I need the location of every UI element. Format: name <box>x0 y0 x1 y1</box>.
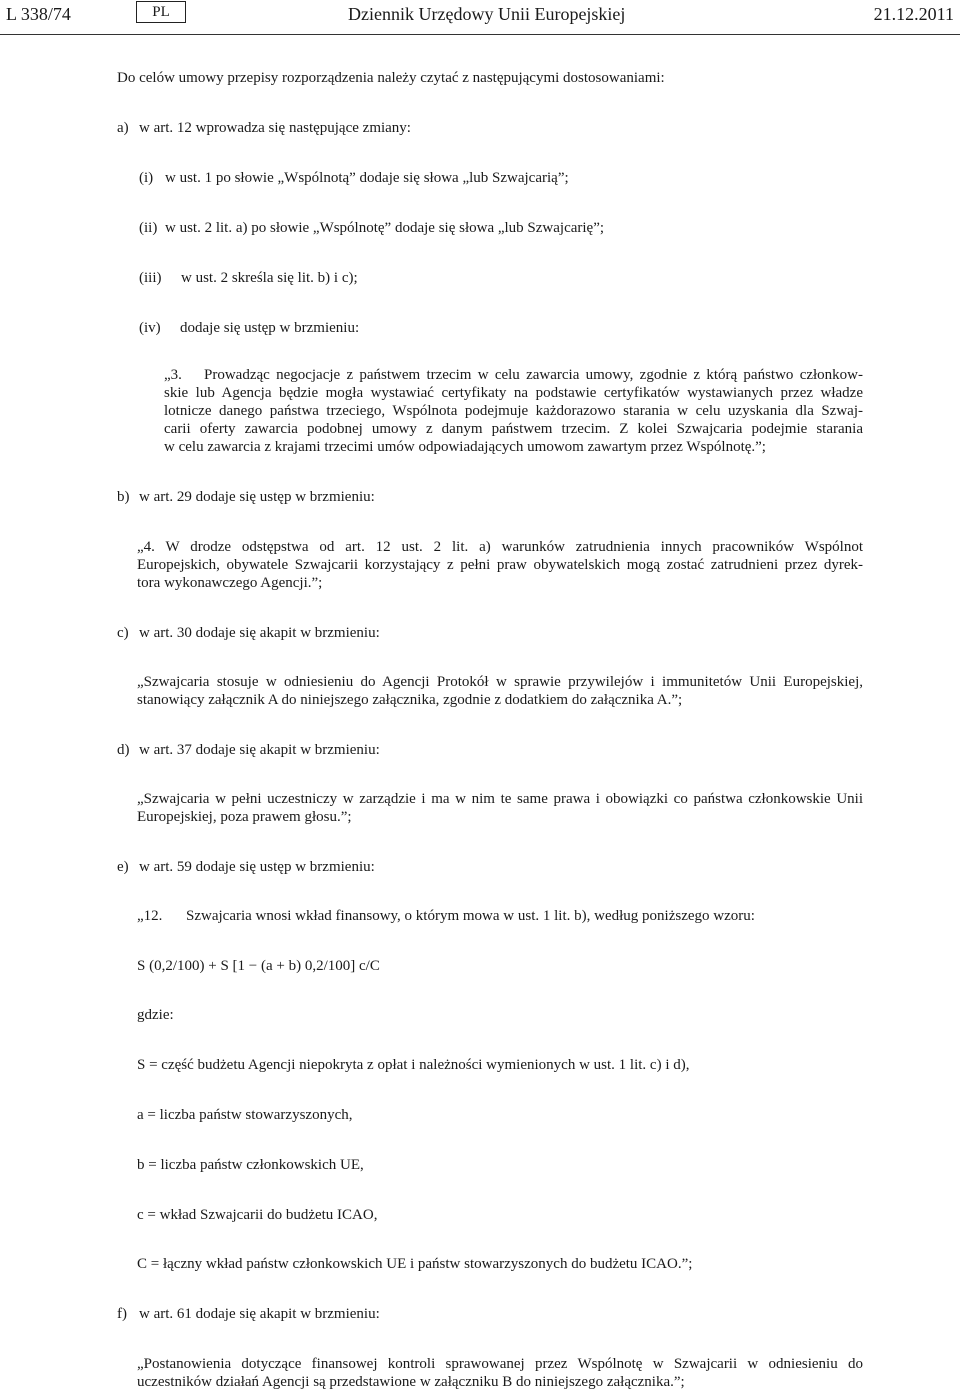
quote-4-line-3: tora wykonawczego Agencji.”; <box>137 575 323 591</box>
definition-S: S = część budżetu Agencji niepokryta z opłat i należności wymienionych w ust. 1 lit. c) i d), <box>137 1057 690 1073</box>
quote-3-line-5: w celu zawarcia z krajami trzecimi umów odpowiadających umowom zawartym przez Wspólnotę.”; <box>164 439 766 455</box>
intro-text: Do celów umowy przepisy rozporządzenia należy czytać z następującymi dostosowaniami: <box>117 70 665 86</box>
subitem-i-label: (i) <box>139 170 154 186</box>
quote-art30-line-2: stanowiący załącznik A do niniejszego załącznika, zgodnie z dodatkiem do załącznika A.”; <box>137 692 683 708</box>
where-label: gdzie: <box>137 1007 174 1023</box>
item-c-label: c) <box>117 625 129 641</box>
item-d-label: d) <box>117 742 130 758</box>
subitem-ii-label: (ii) <box>139 220 158 236</box>
quote-art37-line-2: Europejskiej, poza prawem głosu.”; <box>137 809 352 825</box>
item-c-text: w art. 30 dodaje się akapit w brzmieniu: <box>139 625 380 641</box>
item-a-text: w art. 12 wprowadza się następujące zmiany: <box>139 120 411 136</box>
item-d-text: w art. 37 dodaje się akapit w brzmieniu: <box>139 742 380 758</box>
subitem-iv-label: (iv) <box>139 320 161 336</box>
quote-art30-paragraph <box>137 673 863 709</box>
item-b-label: b) <box>117 489 130 505</box>
quote-3-number: „3. <box>164 367 182 383</box>
subitem-ii-text: w ust. 2 lit. a) po słowie „Wspólnotę” dodaje się słowa „lub Szwajcarię”; <box>165 220 605 236</box>
publication-date: 21.12.2011 <box>873 4 954 24</box>
subitem-iv-text: dodaje się ustęp w brzmieniu: <box>180 320 360 336</box>
quote-12-text: Szwajcaria wnosi wkład finansowy, o którym mowa w ust. 1 lit. b), według poniższego wzoru: <box>186 908 755 924</box>
quote-art61-paragraph <box>137 1355 863 1391</box>
item-e-text: w art. 59 dodaje się ustęp w brzmieniu: <box>139 859 375 875</box>
quote-art30-line-1: „Szwajcaria stosuje w odniesieniu do Agencji Protokół w sprawie przywilejów i immunitetów Unii Europejskiej, <box>137 674 863 690</box>
definition-C: C = łączny wkład państw członkowskich UE i państw stowarzyszonych do budżetu ICAO.”; <box>137 1256 693 1272</box>
item-f-text: w art. 61 dodaje się akapit w brzmieniu: <box>139 1306 380 1322</box>
subitem-i-text: w ust. 1 po słowie „Wspólnotą” dodaje się słowa „lub Szwajcarią”; <box>165 170 569 186</box>
quote-3-paragraph <box>164 366 863 456</box>
quote-art37-paragraph <box>137 790 863 826</box>
quote-12-number: „12. <box>137 908 163 924</box>
quote-3-line-3: lotnicze danego państwa trzeciego, Wspólnota podejmuje każdorazowo starania w celu uzyskania dla Szwaj- <box>164 403 863 419</box>
quote-3-line-1: Prowadząc negocjacje z państwem trzecim w celu zawarcia umowy, zgodnie z którą państwo członkow- <box>204 367 863 383</box>
item-a-label: a) <box>117 120 129 136</box>
quote-art37-line-1: „Szwajcaria w pełni uczestniczy w zarządzie i ma w nim te same prawa i obowiązki co państwa członkowskie Unii <box>137 791 863 807</box>
definition-b: b = liczba państw członkowskich UE, <box>137 1157 364 1173</box>
item-e-label: e) <box>117 859 129 875</box>
quote-4-line-2: Europejskich, obywatele Szwajcarii korzystający z pełni praw obywatelskich mogą zostać zatrudnieni przez dyrek- <box>137 557 863 573</box>
page-header <box>0 0 960 34</box>
quote-4-paragraph <box>137 538 863 592</box>
definition-c: c = wkład Szwajcarii do budżetu ICAO, <box>137 1207 378 1223</box>
header-divider <box>0 34 960 35</box>
subitem-iii-label: (iii) <box>139 270 162 286</box>
definition-a: a = liczba państw stowarzyszonych, <box>137 1107 353 1123</box>
language-badge: PL <box>136 1 186 23</box>
quote-art61-line-1: „Postanowienia dotyczące finansowej kontroli sprawowanej przez Wspólnotę w Szwajcarii w odniesieniu do <box>137 1356 863 1372</box>
quote-art61-line-2: uczestników działań Agencji są przedstawione w załączniku B do niniejszego załącznika.”; <box>137 1374 685 1390</box>
page-reference: L 338/74 <box>6 4 71 24</box>
item-b-text: w art. 29 dodaje się ustęp w brzmieniu: <box>139 489 375 505</box>
journal-title: Dziennik Urzędowy Unii Europejskiej <box>348 4 626 24</box>
quote-4-line-1: „4. W drodze odstępstwa od art. 12 ust. 2 lit. a) warunków zatrudnienia innych pracowników Wspólnot <box>137 539 863 555</box>
item-f-label: f) <box>117 1306 127 1322</box>
subitem-iii-text: w ust. 2 skreśla się lit. b) i c); <box>181 270 358 286</box>
quote-3-line-4: carii oferty zawarcia podobnej umowy z danym państwem trzecim. Z kolei Szwajcaria podejmie starania <box>164 421 863 437</box>
quote-3-line-2: skie lub Agencja będzie mogła wystawiać certyfikaty na podstawie certyfikatów wystawianych przez władze <box>164 385 863 401</box>
contribution-formula: S (0,2/100) + S [1 − (a + b) 0,2/100] c/C <box>137 958 380 974</box>
